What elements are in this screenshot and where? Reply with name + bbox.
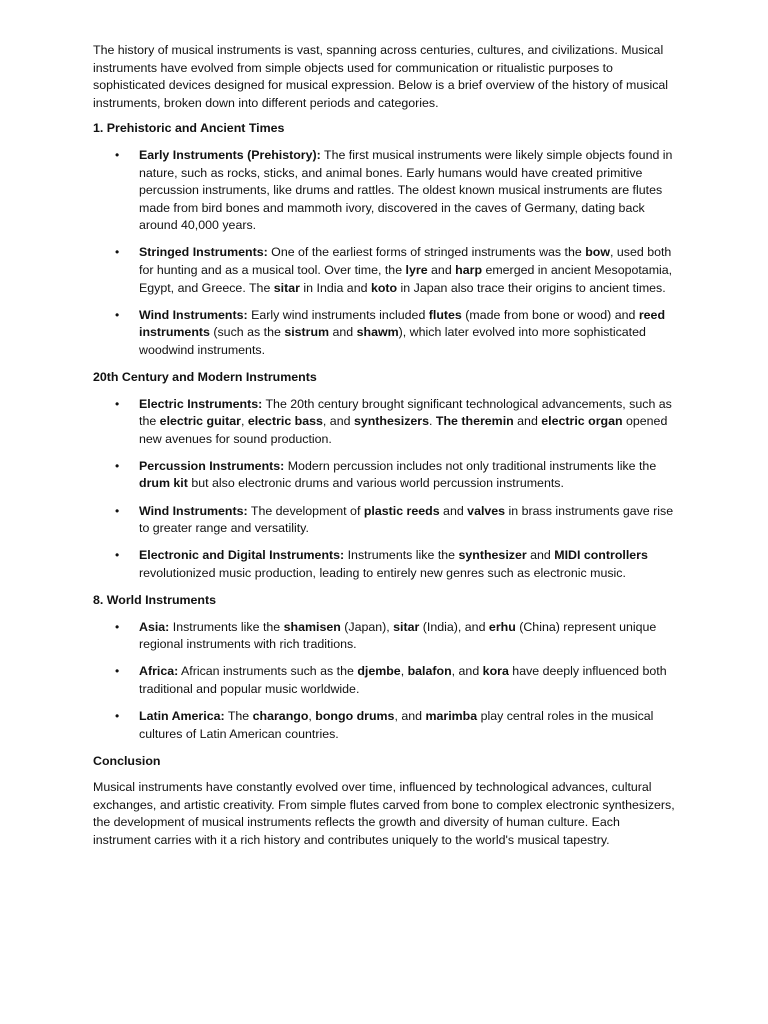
text-run: , and xyxy=(322,414,354,429)
text-run: Modern percussion includes not only traditional instruments like the xyxy=(284,458,657,473)
text-run: emerged in ancient Mesopotamia, Egypt, and Greece. The xyxy=(139,263,673,295)
text-run: The first musical instruments were likely simple objects found in nature, such as rocks, sticks, and animal bones. Early humans would have created primitive percussion instruments, like drums and rattles. The oldest known musical instruments are flutes made from bird bones and mammoth ivory, discovered in the caves of Germany, dating back around 40,000 years. xyxy=(139,147,673,233)
text-run: , and xyxy=(451,664,483,679)
bold-term: electric organ xyxy=(541,414,623,429)
text-run: . xyxy=(429,414,436,429)
bullet-list xyxy=(93,147,678,360)
list-item xyxy=(93,396,678,449)
bold-term: flutes xyxy=(428,307,462,322)
text-run: , and xyxy=(394,708,426,723)
bold-term: electric bass xyxy=(247,414,323,429)
bullet-icon: • xyxy=(115,245,120,260)
bold-term: marimba xyxy=(425,708,478,723)
bullet-icon: • xyxy=(115,147,120,162)
text-run: and xyxy=(526,548,555,563)
bold-term: koto xyxy=(370,280,398,295)
list-item xyxy=(93,244,678,297)
list-item xyxy=(93,307,678,360)
list-item xyxy=(93,619,678,654)
list-item xyxy=(93,547,678,582)
list-item xyxy=(93,708,678,743)
bold-term: plastic reeds xyxy=(363,503,440,518)
section-heading: 1. Prehistoric and Ancient Times xyxy=(93,121,285,136)
bold-term: shamisen xyxy=(283,619,341,634)
section-heading: 20th Century and Modern Instruments xyxy=(93,370,317,384)
bold-term: sistrum xyxy=(284,325,330,340)
bold-term: charango xyxy=(252,708,309,723)
bullet-icon: • xyxy=(115,396,120,411)
text-run: African instruments such as the xyxy=(178,664,358,679)
bold-term: Asia: xyxy=(139,619,170,634)
intro-paragraph: The history of musical instruments is vast, spanning across centuries, cultures, and civilizations. Musical instruments have evolved from simple objects used for communication or ritualistic purposes to sophisticated devices designed for musical expression. Below is a brief overview of the history of musical instruments, broken down into different periods and categories. xyxy=(93,43,669,110)
text-run: , xyxy=(240,414,248,429)
bold-term: synthesizer xyxy=(458,548,527,563)
bullet-list xyxy=(93,619,678,744)
bold-term: Wind Instruments: xyxy=(139,503,248,518)
bullet-list xyxy=(93,396,678,583)
bold-term: Electronic and Digital Instruments: xyxy=(139,548,345,563)
bold-term: Early Instruments (Prehistory): xyxy=(139,147,321,162)
text-run: Early wind instruments included xyxy=(247,307,429,322)
bold-term: balafon xyxy=(407,664,452,679)
bold-term: bow xyxy=(585,245,610,260)
bold-term: Percussion Instruments: xyxy=(139,458,285,473)
document-page xyxy=(93,42,678,850)
bold-term: Wind Instruments: xyxy=(139,307,248,322)
bullet-icon: • xyxy=(115,458,120,473)
sections-container xyxy=(93,120,678,743)
bullet-icon: • xyxy=(115,548,120,563)
list-item xyxy=(93,663,678,698)
list-item xyxy=(93,147,678,235)
conclusion-heading: Conclusion xyxy=(93,753,161,768)
bold-term: harp xyxy=(455,263,483,278)
text-run: (made from bone or wood) and xyxy=(461,307,639,322)
bold-term: Latin America: xyxy=(139,708,225,723)
text-run: The 20th century brought significant technological advancements, such as the xyxy=(139,396,672,429)
text-run: ), which later evolved into more sophisticated woodwind instruments. xyxy=(139,325,646,357)
text-run: Instruments like the xyxy=(344,548,459,563)
text-run: (India), and xyxy=(419,619,489,634)
text-run: Instruments like the xyxy=(169,619,284,634)
text-run: , xyxy=(400,664,408,679)
bold-term: The theremin xyxy=(435,414,514,429)
text-run: in Japan also trace their origins to ancient times. xyxy=(397,280,666,295)
bold-term: electric guitar xyxy=(159,414,241,429)
text-run: (such as the xyxy=(209,325,285,340)
text-run: opened new avenues for sound production. xyxy=(139,414,668,446)
text-run: and xyxy=(513,414,542,429)
bold-term: Africa: xyxy=(139,664,179,679)
bold-term: erhu xyxy=(488,619,516,634)
bold-term: sitar xyxy=(393,619,420,634)
bold-term: MIDI controllers xyxy=(554,548,648,563)
text-run: , xyxy=(308,708,316,723)
bold-term: sitar xyxy=(273,280,300,295)
bullet-icon: • xyxy=(115,708,120,723)
text-run: and xyxy=(329,325,357,340)
text-run: (China) represent unique regional instruments with rich traditions. xyxy=(139,619,657,652)
text-run: The xyxy=(224,708,253,723)
bold-term: reed instruments xyxy=(139,307,666,340)
text-run: but also electronic drums and various world percussion instruments. xyxy=(187,476,564,491)
bold-term: synthesizers xyxy=(353,414,430,429)
text-run: in brass instruments gave rise to greater range and versatility. xyxy=(139,503,674,536)
text-run: and xyxy=(427,263,456,278)
bold-term: kora xyxy=(482,664,509,679)
conclusion-paragraph: Musical instruments have constantly evolved over time, influenced by technological advances, cultural exchanges, and artistic creativity. From simple flutes carved from bone to complex electronic synthesizers, the development of musical instruments reflects the growth and diversity of human culture. Each instrument carries with it a rich history and contributes uniquely to the world's musical tapestry. xyxy=(93,780,675,847)
bold-term: valves xyxy=(467,503,506,518)
bold-term: shawm xyxy=(356,325,399,340)
text-run: in India and xyxy=(299,280,371,295)
text-run: have deeply influenced both traditional and popular music worldwide. xyxy=(139,664,667,696)
list-item xyxy=(93,458,678,493)
bold-term: Stringed Instruments: xyxy=(139,245,268,260)
bullet-icon: • xyxy=(115,503,120,518)
bullet-icon: • xyxy=(115,664,120,679)
bold-term: lyre xyxy=(405,263,428,278)
list-item xyxy=(93,503,678,538)
bold-term: djembe xyxy=(357,664,401,679)
text-run: and xyxy=(439,503,468,518)
text-run: The development of xyxy=(247,503,364,518)
text-run: play central roles in the musical cultures of Latin American countries. xyxy=(139,708,654,741)
text-run: (Japan), xyxy=(340,619,394,634)
bold-term: bongo drums xyxy=(315,708,395,723)
bold-term: drum kit xyxy=(139,476,188,491)
bullet-icon: • xyxy=(115,307,120,322)
text-run: , used both for hunting and as a musical tool. Over time, the xyxy=(139,245,672,278)
text-run: One of the earliest forms of stringed instruments was the xyxy=(267,245,586,260)
section-heading: 8. World Instruments xyxy=(93,592,217,607)
text-run: revolutionized music production, leading to entirely new genres such as electronic music. xyxy=(139,565,626,580)
bullet-icon: • xyxy=(115,619,120,634)
bold-term: Electric Instruments: xyxy=(139,396,263,411)
